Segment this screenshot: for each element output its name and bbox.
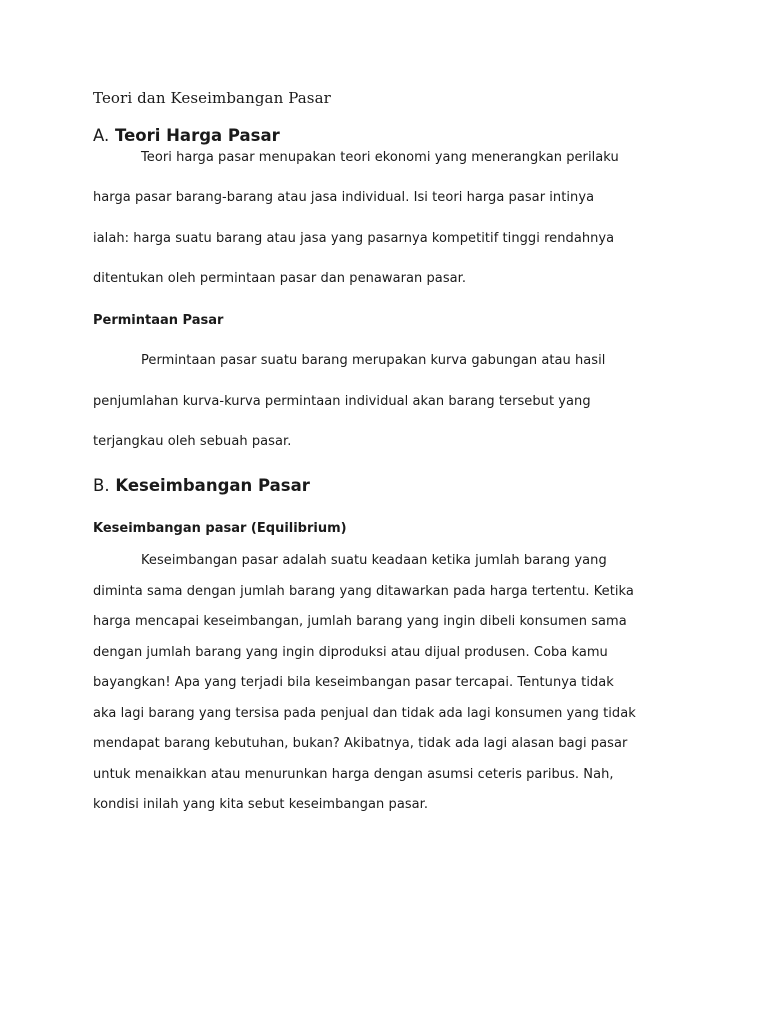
- section-b-paragraph-line: Keseimbangan pasar adalah suatu keadaan ketika jumlah barang yang: [141, 553, 607, 568]
- section-b-paragraph-line: bayangkan! Apa yang terjadi bila keseimbangan pasar tercapai. Tentunya tidak: [93, 675, 614, 690]
- permintaan-pasar-subheading: Permintaan Pasar: [93, 313, 224, 328]
- section-a-paragraph-line: ditentukan oleh permintaan pasar dan penawaran pasar.: [93, 271, 467, 286]
- document-title: Teori dan Keseimbangan Pasar: [93, 89, 331, 107]
- section-b-paragraph-line: aka lagi barang yang tersisa pada penjual dan tidak ada lagi konsumen yang tidak: [93, 706, 636, 721]
- equilibrium-subheading: Keseimbangan pasar (Equilibrium): [93, 521, 347, 536]
- section-a-paragraph-line: Teori harga pasar menupakan teori ekonomi yang menerangkan perilaku: [141, 150, 619, 165]
- permintaan-paragraph-line: Permintaan pasar suatu barang merupakan kurva gabungan atau hasil: [141, 353, 606, 368]
- section-a-heading: [93, 126, 280, 145]
- section-a-paragraph-line: harga pasar barang-barang atau jasa individual. Isi teori harga pasar intinya: [93, 190, 595, 205]
- permintaan-paragraph-line: terjangkau oleh sebuah pasar.: [93, 434, 292, 449]
- section-b-paragraph-line: harga mencapai keseimbangan, jumlah barang yang ingin dibeli konsumen sama: [93, 614, 627, 629]
- section-b-paragraph-line: dengan jumlah barang yang ingin diproduksi atau dijual produsen. Coba kamu: [93, 645, 608, 660]
- section-a-number: A.: [93, 126, 110, 145]
- section-b-paragraph-line: diminta sama dengan jumlah barang yang ditawarkan pada harga tertentu. Ketika: [93, 584, 634, 599]
- section-a-title: Teori Harga Pasar: [115, 126, 280, 145]
- permintaan-paragraph-line: penjumlahan kurva-kurva permintaan individual akan barang tersebut yang: [93, 394, 591, 409]
- section-b-paragraph-line: mendapat barang kebutuhan, bukan? Akibatnya, tidak ada lagi alasan bagi pasar: [93, 736, 628, 751]
- section-a-paragraph-line: ialah: harga suatu barang atau jasa yang pasarnya kompetitif tinggi rendahnya: [93, 231, 615, 246]
- section-b-paragraph-line: kondisi inilah yang kita sebut keseimbangan pasar.: [93, 797, 429, 812]
- section-b-heading: [93, 476, 310, 495]
- section-b-paragraph-line: untuk menaikkan atau menurunkan harga dengan asumsi ceteris paribus. Nah,: [93, 767, 614, 782]
- section-b-number: B.: [93, 476, 110, 495]
- section-b-title: Keseimbangan Pasar: [115, 476, 310, 495]
